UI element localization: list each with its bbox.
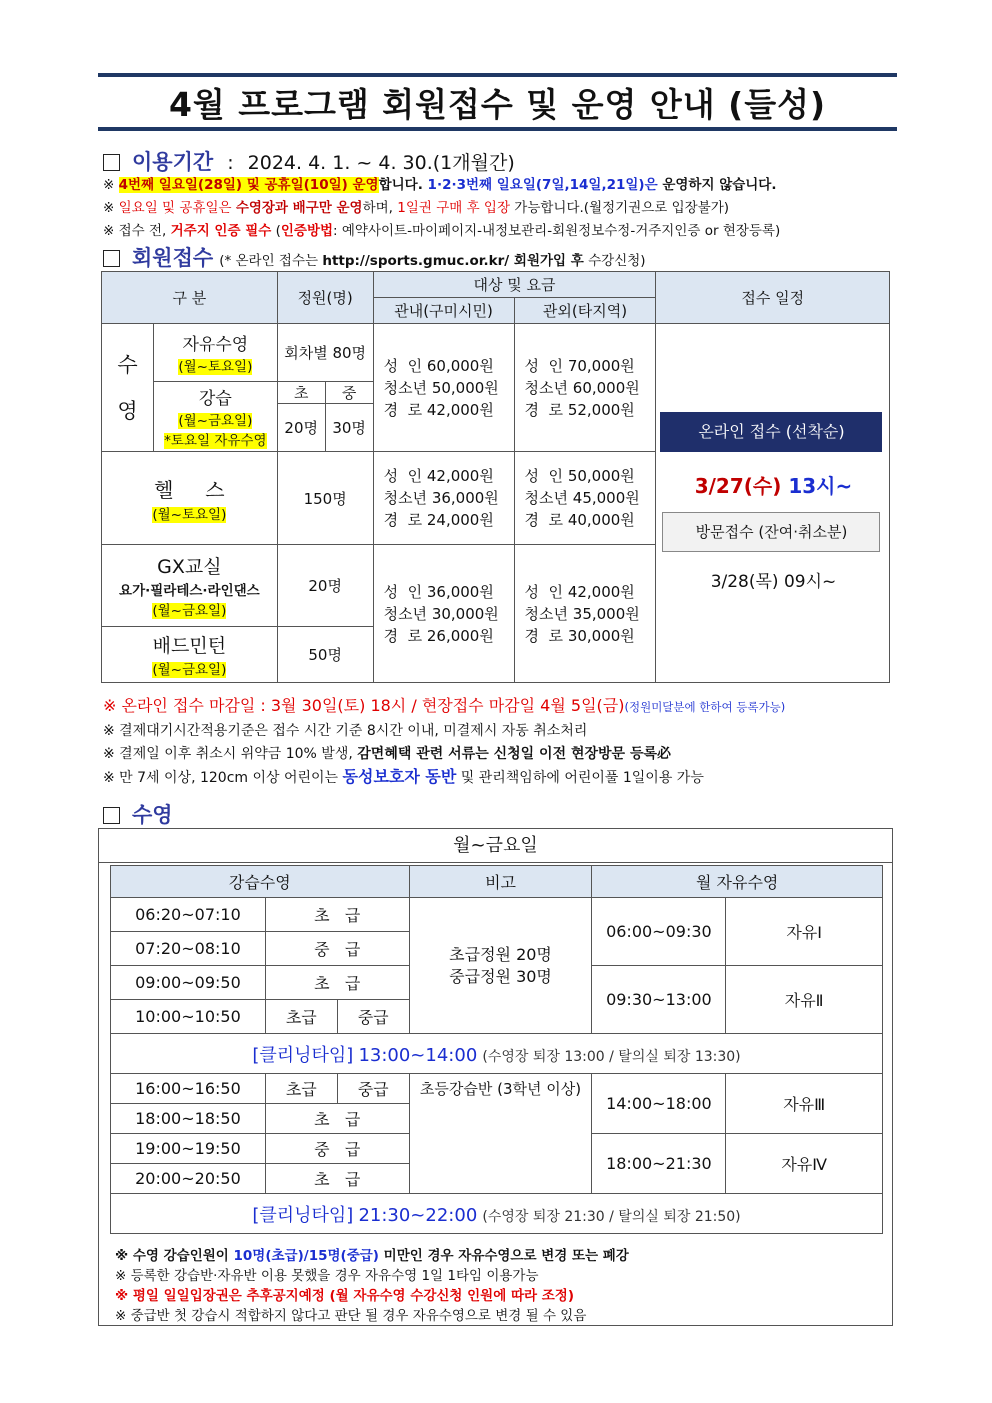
lesson-level: 중급 <box>337 1074 409 1104</box>
free-swim-time: 14:00~18:00 <box>592 1074 726 1134</box>
swim-footnote-3: ※ 평일 일일입장권은 추후공지예정 (월 자유수영 수강신청 인원에 따라 조정) <box>115 1288 574 1304</box>
lesson-level: 중급 <box>337 1000 409 1034</box>
capacity-note: 초급정원 20명 중급정원 30명 <box>409 898 592 1034</box>
lesson-level: 중 급 <box>265 1134 409 1164</box>
title-bar <box>98 73 897 131</box>
free-swim-time: 18:00~21:30 <box>592 1134 726 1194</box>
period-note-3: ※ 접수 전, 거주지 인증 필수 (인증방법: 예약사이트-마이페이지-내정보관리-회원정보수정-거주지인증 or 현장등록) <box>103 223 781 239</box>
period-value: 2024. 4. 1. ~ 4. 30.(1개월간) <box>247 152 515 174</box>
cleaning-time-1: [클리닝타임] 13:00~14:00 (수영장 퇴장 13:00 / 탈의실 퇴장 13:30) <box>111 1034 883 1074</box>
header-note: 비고 <box>409 866 592 898</box>
lesson-time: 10:00~10:50 <box>111 1000 266 1034</box>
swim-days: 월~금요일 <box>99 829 892 863</box>
lesson-beginner-label: 초 <box>277 382 325 404</box>
online-registration-button[interactable]: 온라인 접수 (선착순) <box>660 412 882 452</box>
free-swim-name: 자유Ⅳ <box>726 1134 883 1194</box>
period-section <box>103 146 515 176</box>
cancel-note: ※ 결제일 이후 취소시 위약금 10% 발생, 감면혜택 관련 서류는 신청일 이전 현장방문 등록必 <box>103 746 671 762</box>
gx-fee-in: 성 인 36,000원 청소년 30,000원 경 로 26,000원 <box>373 545 514 683</box>
checkbox-icon <box>103 807 120 824</box>
header-gubun: 구 분 <box>102 272 278 324</box>
signup-url[interactable]: http://sports.gmuc.or.kr/ 회원가입 후 <box>322 253 584 269</box>
lesson-level: 초 급 <box>265 1104 409 1134</box>
badminton-capacity: 50명 <box>277 627 373 683</box>
swim-footnote-1: ※ 수영 강습인원이 10명(초급)/15명(중급) 미만인 경우 자유수영으로 변경 또는 폐강 <box>115 1248 629 1264</box>
swim-group-label: 수 영 <box>102 324 154 452</box>
lesson-level: 초 급 <box>265 898 409 932</box>
free-swim-name: 자유Ⅰ <box>726 898 883 966</box>
header-schedule: 접수 일정 <box>656 272 890 324</box>
header-target: 대상 및 요금 <box>373 272 656 298</box>
schedule-cell <box>656 324 890 683</box>
lesson-level: 초 급 <box>265 966 409 1000</box>
lesson-level: 초급 <box>265 1000 337 1034</box>
page-title: 4월 프로그램 회원접수 및 운영 안내 (들성) <box>168 84 827 124</box>
header-free-swim: 월 자유수영 <box>592 866 883 898</box>
elementary-note: 초등강습반 (3학년 이상) <box>409 1074 592 1194</box>
checkbox-icon <box>103 250 120 267</box>
health-cell: 헬 스 (월~토요일) <box>102 452 278 545</box>
membership-table <box>101 271 890 683</box>
lesson-intermediate-capacity: 30명 <box>325 404 373 452</box>
header-capacity: 정원(명) <box>277 272 373 324</box>
swim-footnote-4: ※ 중급반 첫 강습시 적합하지 않다고 판단 될 경우 자유수영으로 변경 될 수 있음 <box>115 1308 587 1324</box>
free-swim-time: 09:30~13:00 <box>592 966 726 1034</box>
free-swim-capacity: 회차별 80명 <box>277 324 373 382</box>
header-in: 관내(구미시민) <box>373 298 514 324</box>
period-note-2: ※ 일요일 및 공휴일은 수영장과 배구만 운영하며, 1일권 구매 후 입장 가능합니다.(월정기권으로 입장불가) <box>103 200 730 216</box>
online-schedule: 3/27(수) 13시~ <box>694 474 853 498</box>
child-note: ※ 만 7세 이상, 120cm 이상 어린이는 동성보호자 동반 및 관리책임하에 어린이풀 1일이용 가능 <box>103 767 704 786</box>
swim-fee-in: 성 인 60,000원 청소년 50,000원 경 로 42,000원 <box>373 324 514 452</box>
free-swim-time: 06:00~09:30 <box>592 898 726 966</box>
health-fee-in: 성 인 42,000원 청소년 36,000원 경 로 24,000원 <box>373 452 514 545</box>
free-swim-cell: 자유수영 (월~토요일) <box>153 324 277 382</box>
health-capacity: 150명 <box>277 452 373 545</box>
free-swim-name: 자유Ⅱ <box>726 966 883 1034</box>
swim-section <box>103 799 173 829</box>
header-out: 관외(타지역) <box>514 298 656 324</box>
health-fee-out: 성 인 50,000원 청소년 45,000원 경 로 40,000원 <box>514 452 656 545</box>
lesson-cell: 강습 (월~금요일) *토요일 자유수영 <box>153 382 277 452</box>
deadline-note: ※ 온라인 접수 마감일 : 3월 30일(토) 18시 / 현장접수 마감일 4월 5일(금)(정원미달분에 한하여 등록가능) <box>103 696 786 715</box>
period-note-1-a: 4번째 일요일(28일) 및 공휴일(10일) 운영 <box>118 177 379 193</box>
membership-heading: 회원접수 <box>132 246 214 270</box>
free-swim-name: 자유Ⅲ <box>726 1074 883 1134</box>
badminton-cell: 배드민턴 (월~금요일) <box>102 627 278 683</box>
period-colon: : <box>227 152 234 174</box>
visit-schedule: 3/28(목) 09시~ <box>710 572 837 592</box>
gx-cell: GX교실 요가·필라테스·라인댄스 (월~금요일) <box>102 545 278 627</box>
membership-section: 회원접수 (* 온라인 접수는 http://sports.gmuc.or.kr/ 회원가입 후 수강신청) <box>103 242 646 272</box>
visit-registration-button[interactable]: 방문접수 (잔여·취소분) <box>662 512 880 552</box>
period-note-1: ※ 4번째 일요일(28일) 및 공휴일(10일) 운영합니다. 1·2·3번째 일요일(7일,14일,21일)은 운영하지 않습니다. <box>103 177 777 193</box>
lesson-time: 06:20~07:10 <box>111 898 266 932</box>
swim-heading: 수영 <box>132 803 173 827</box>
lesson-time: 18:00~18:50 <box>111 1104 266 1134</box>
payment-note: ※ 결제대기시간적용기준은 접수 시간 기준 8시간 이내, 미결제시 자동 취소처리 <box>103 723 588 739</box>
lesson-level: 중 급 <box>265 932 409 966</box>
gx-fee-out: 성 인 42,000원 청소년 35,000원 경 로 30,000원 <box>514 545 656 683</box>
gx-capacity: 20명 <box>277 545 373 627</box>
header-lesson: 강습수영 <box>111 866 410 898</box>
swim-schedule-table <box>110 865 883 1234</box>
swim-footnote-2: ※ 등록한 강습반·자유반 이용 못했을 경우 자유수영 1일 1타임 이용가능 <box>115 1268 539 1284</box>
lesson-time: 20:00~20:50 <box>111 1164 266 1194</box>
lesson-beginner-capacity: 20명 <box>277 404 325 452</box>
checkbox-icon <box>103 154 120 171</box>
swim-fee-out: 성 인 70,000원 청소년 60,000원 경 로 52,000원 <box>514 324 656 452</box>
lesson-time: 07:20~08:10 <box>111 932 266 966</box>
lesson-level: 초급 <box>265 1074 337 1104</box>
cleaning-time-2: [클리닝타임] 21:30~22:00 (수영장 퇴장 21:30 / 탈의실 퇴장 21:50) <box>111 1194 883 1234</box>
lesson-intermediate-label: 중 <box>325 382 373 404</box>
lesson-time: 16:00~16:50 <box>111 1074 266 1104</box>
lesson-time: 19:00~19:50 <box>111 1134 266 1164</box>
lesson-level: 초 급 <box>265 1164 409 1194</box>
period-heading: 이용기간 <box>132 150 214 174</box>
lesson-time: 09:00~09:50 <box>111 966 266 1000</box>
